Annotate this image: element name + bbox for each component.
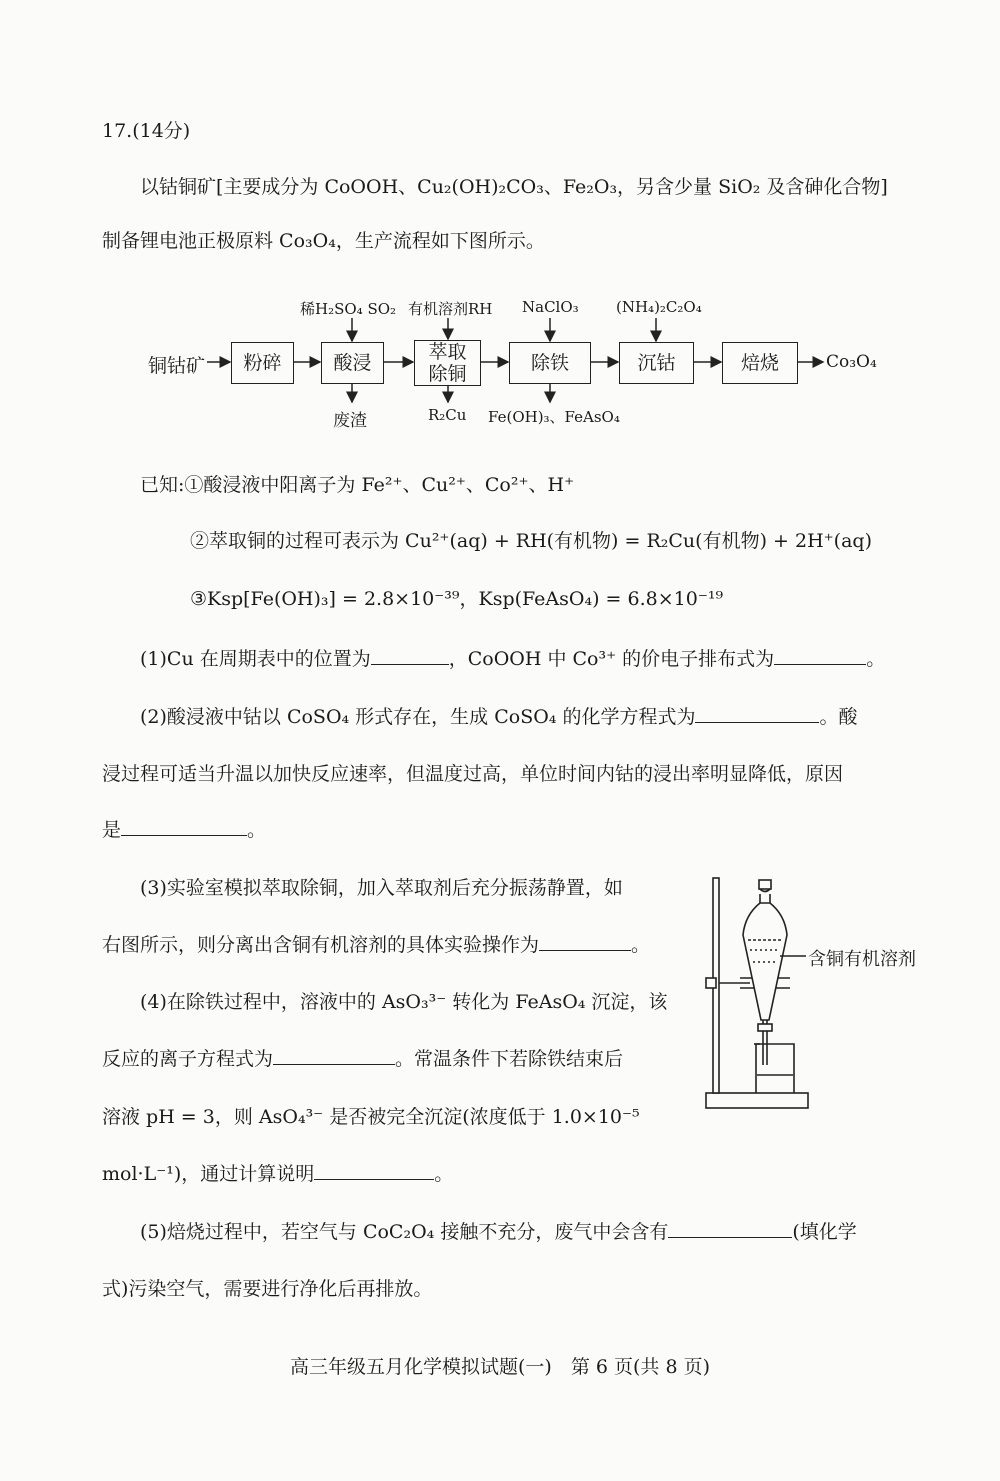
q1-blank-1[interactable]	[371, 644, 449, 665]
flow-output: Co₃O₄	[826, 352, 877, 372]
question-4-line-3: 溶液 pH = 3，则 AsO₄³⁻ 是否被完全沉淀(浓度低于 1.0×10⁻⁵	[102, 1106, 640, 1128]
q4-text-d: 。	[434, 1163, 454, 1185]
q1-text-c: 。	[866, 648, 886, 670]
q2-text-a: (2)酸浸液中钴以 CoSO₄ 形式存在，生成 CoSO₄ 的化学方程式为	[140, 706, 696, 728]
known-1: 已知:①酸浸液中阳离子为 Fe²⁺、Cu²⁺、Co²⁺、H⁺	[140, 474, 575, 496]
q2-blank-1[interactable]	[695, 702, 819, 723]
q4-text-b: 。常温条件下若除铁结束后	[395, 1048, 624, 1070]
step-roast: 焙烧	[722, 342, 798, 384]
q3-text-b: 。	[631, 934, 651, 956]
reagent-naclo3: NaClO₃	[522, 298, 579, 316]
q2-text-b: 。酸	[819, 706, 858, 728]
q2-blank-2[interactable]	[121, 815, 247, 836]
q5-text-b: (填化学	[792, 1221, 857, 1243]
intro-line-1: 以钴铜矿[主要成分为 CoOOH、Cu₂(OH)₂CO₃、Fe₂O₃，另含少量 SiO₂ 及含砷化合物]	[140, 176, 888, 198]
known-3: ③Ksp[Fe(OH)₃] = 2.8×10⁻³⁹，Ksp(FeAsO₄) = 6.8×10⁻¹⁹	[190, 588, 724, 610]
apparatus-label: 含铜有机溶剂	[808, 949, 916, 970]
question-4-line-1: (4)在除铁过程中，溶液中的 AsO₃³⁻ 转化为 FeAsO₄ 沉淀，该	[140, 991, 668, 1013]
q4-blank-2[interactable]	[314, 1159, 434, 1180]
byproduct-r2cu: R₂Cu	[428, 406, 467, 424]
question-points: (14分)	[132, 120, 191, 142]
step-acid-leach: 酸浸	[321, 342, 384, 384]
reagent-extractant: 有机溶剂RH	[408, 300, 493, 318]
step-crush: 粉碎	[231, 342, 294, 384]
q4-text-a: 反应的离子方程式为	[102, 1048, 274, 1070]
intro-line-2: 制备锂电池正极原料 Co₃O₄，生产流程如下图所示。	[102, 230, 545, 252]
known-2: ②萃取铜的过程可表示为 Cu²⁺(aq) + RH(有机物) = R₂Cu(有机物) + 2H⁺(aq)	[190, 530, 872, 552]
byproduct-residue: 废渣	[333, 411, 367, 431]
q2-text-line3b: 。	[247, 819, 267, 841]
byproduct-fe: Fe(OH)₃、FeAsO₄	[488, 408, 620, 426]
question-3-line-1: (3)实验室模拟萃取除铜，加入萃取剂后充分振荡静置，如	[140, 877, 623, 899]
reagent-oxalate: (NH₄)₂C₂O₄	[616, 298, 702, 316]
step-extract-line2: 除铜	[428, 363, 467, 385]
flow-input: 铜钴矿	[148, 355, 206, 377]
question-2-line-2: 浸过程可适当升温以加快反应速率，但温度过高，单位时间内钴的浸出率明显降低，原因	[102, 763, 844, 785]
q3-text-a: 右图所示，则分离出含铜有机溶剂的具体实验操作为	[102, 934, 540, 956]
question-2-line-1	[140, 702, 857, 732]
page-footer: 高三年级五月化学模拟试题(一) 第 6 页(共 8 页)	[290, 1356, 710, 1378]
reagent-acid: 稀H₂SO₄ SO₂	[300, 300, 397, 318]
q1-text-b: ，CoOOH 中 Co³⁺ 的价电子排布式为	[448, 648, 775, 670]
q5-text-a: (5)焙烧过程中，若空气与 CoC₂O₄ 接触不充分，废气中会含有	[140, 1221, 669, 1243]
question-3-line-2	[102, 930, 650, 960]
question-2-line-3	[102, 815, 266, 845]
q3-blank[interactable]	[539, 930, 631, 951]
question-number: 17.	[102, 120, 133, 142]
q4-blank-1[interactable]	[273, 1044, 395, 1065]
question-1	[140, 644, 885, 674]
q1-text-a: (1)Cu 在周期表中的位置为	[140, 648, 371, 670]
step-extract-line1: 萃取	[428, 341, 467, 363]
question-5-line-2: 式)污染空气，需要进行净化后再排放。	[102, 1278, 433, 1300]
step-precip-co: 沉钴	[619, 342, 694, 384]
step-remove-fe: 除铁	[509, 342, 591, 384]
question-4-line-4	[102, 1159, 453, 1189]
q5-blank[interactable]	[668, 1217, 792, 1238]
question-4-line-2	[102, 1044, 623, 1074]
question-5-line-1	[140, 1217, 857, 1247]
q1-blank-2[interactable]	[774, 644, 866, 665]
q4-text-c: mol·L⁻¹)，通过计算说明	[102, 1163, 315, 1185]
step-extract-cu	[414, 340, 481, 386]
q2-text-line3a: 是	[102, 819, 122, 841]
